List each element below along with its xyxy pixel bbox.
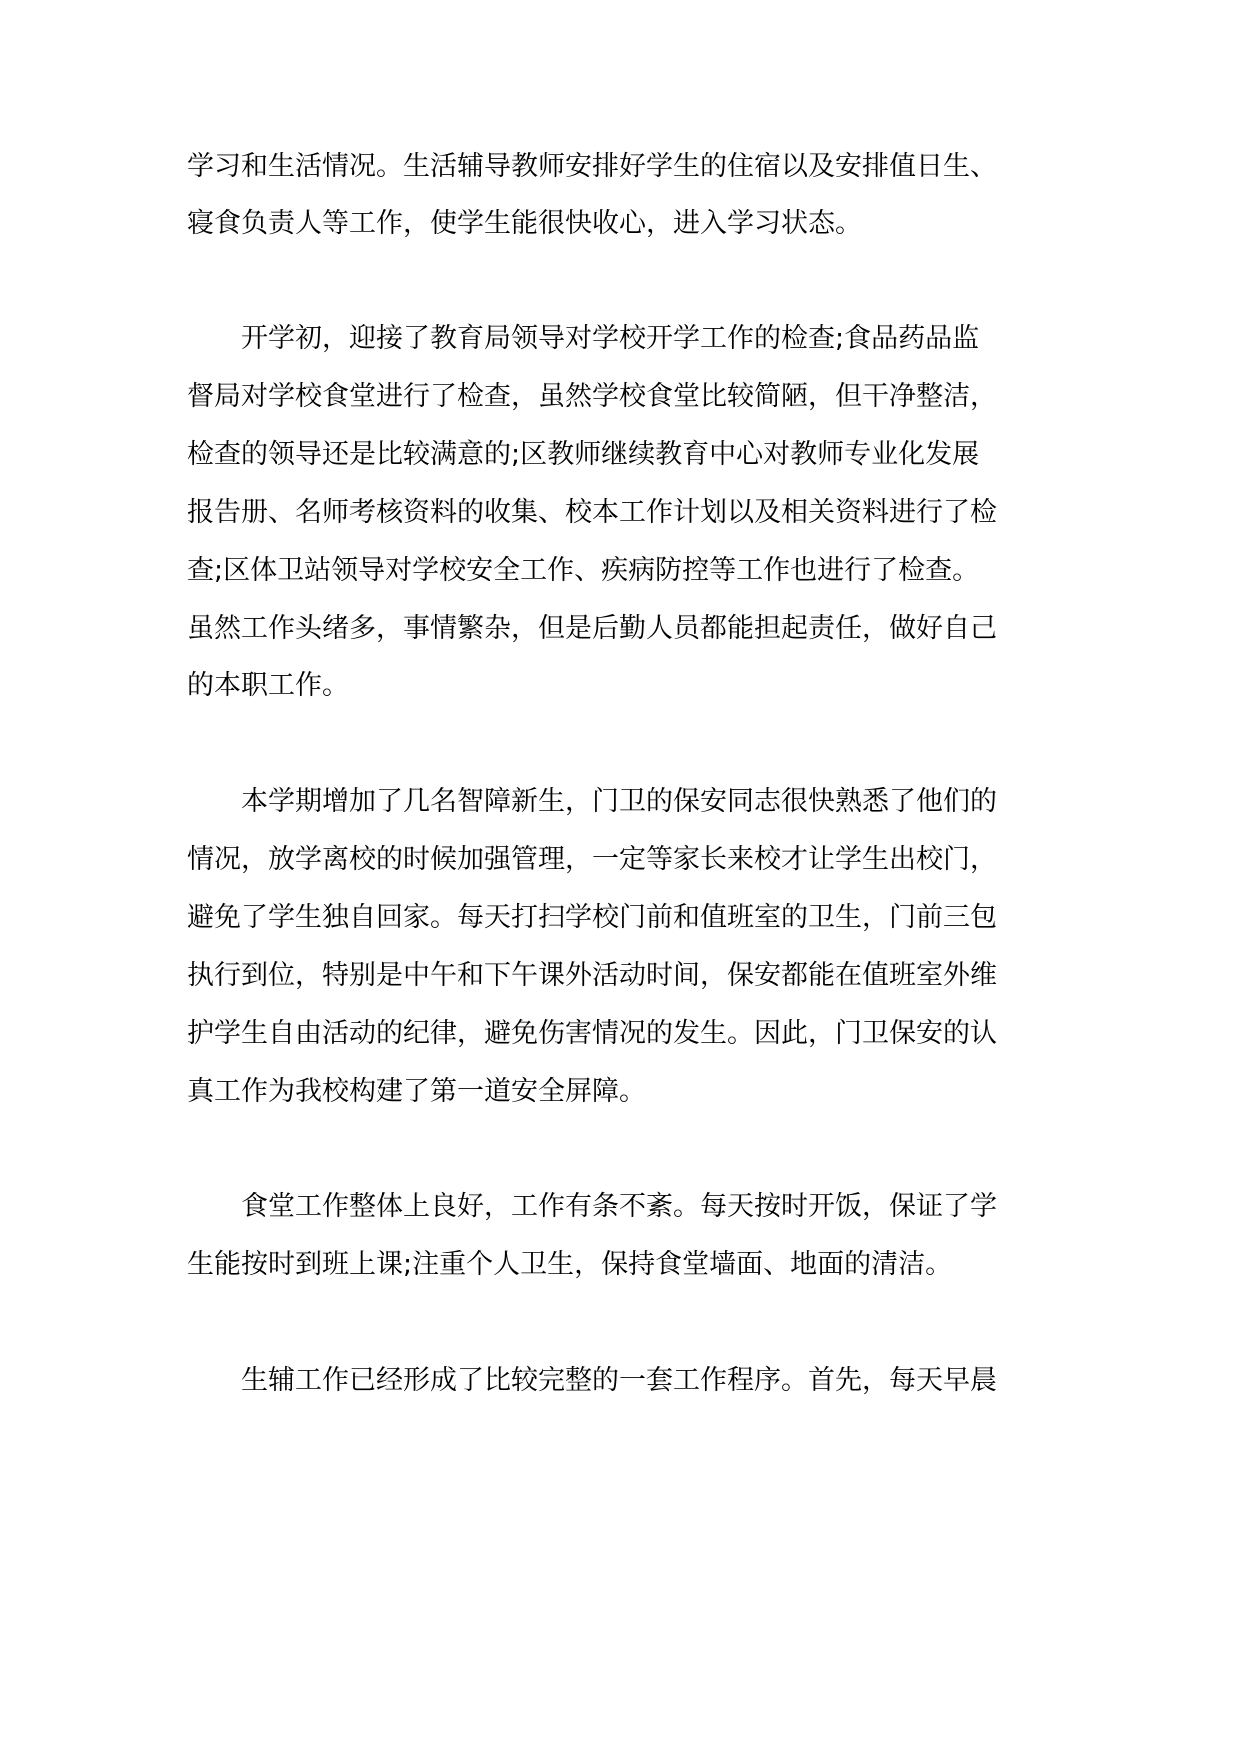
text-line: 生能按时到班上课;注重个人卫生，保持食堂墙面、地面的清洁。 (187, 1249, 953, 1280)
text-line: 的本职工作。 (187, 670, 349, 701)
text-line: 护学生自由活动的纪律，避免伤害情况的发生。因此，门卫保安的认 (187, 1018, 997, 1049)
text-line: 开学初，迎接了教育局领导对学校开学工作的检查;食品药品监 (187, 323, 980, 354)
text-line: 虽然工作头绪多，事情繁杂，但是后勤人员都能担起责任，做好自己 (187, 613, 997, 644)
text-line: 学习和生活情况。生活辅导教师安排好学生的住宿以及安排值日生、 (187, 151, 997, 182)
text-line: 真工作为我校构建了第一道安全屏障。 (187, 1076, 646, 1107)
text-line: 督局对学校食堂进行了检查，虽然学校食堂比较简陋，但干净整洁， (187, 381, 997, 412)
text-line: 情况，放学离校的时候加强管理，一定等家长来校才让学生出校门， (187, 844, 997, 875)
text-line: 本学期增加了几名智障新生，门卫的保安同志很快熟悉了他们的 (187, 786, 997, 817)
text-line: 避免了学生独自回家。每天打扫学校门前和值班室的卫生，门前三包 (187, 902, 997, 933)
text-line: 生辅工作已经形成了比较完整的一套工作程序。首先，每天早晨 (187, 1365, 997, 1396)
text-line: 报告册、名师考核资料的收集、校本工作计划以及相关资料进行了检 (187, 497, 997, 528)
text-line: 食堂工作整体上良好，工作有条不紊。每天按时开饭，保证了学 (187, 1191, 997, 1222)
text-line: 执行到位，特别是中午和下午课外活动时间，保安都能在值班室外维 (187, 960, 997, 991)
text-line: 检查的领导还是比较满意的;区教师继续教育中心对教师专业化发展 (187, 439, 980, 470)
text-line: 寝食负责人等工作，使学生能很快收心，进入学习状态。 (187, 208, 862, 239)
text-line: 查;区体卫站领导对学校安全工作、疾病防控等工作也进行了检查。 (187, 555, 980, 586)
